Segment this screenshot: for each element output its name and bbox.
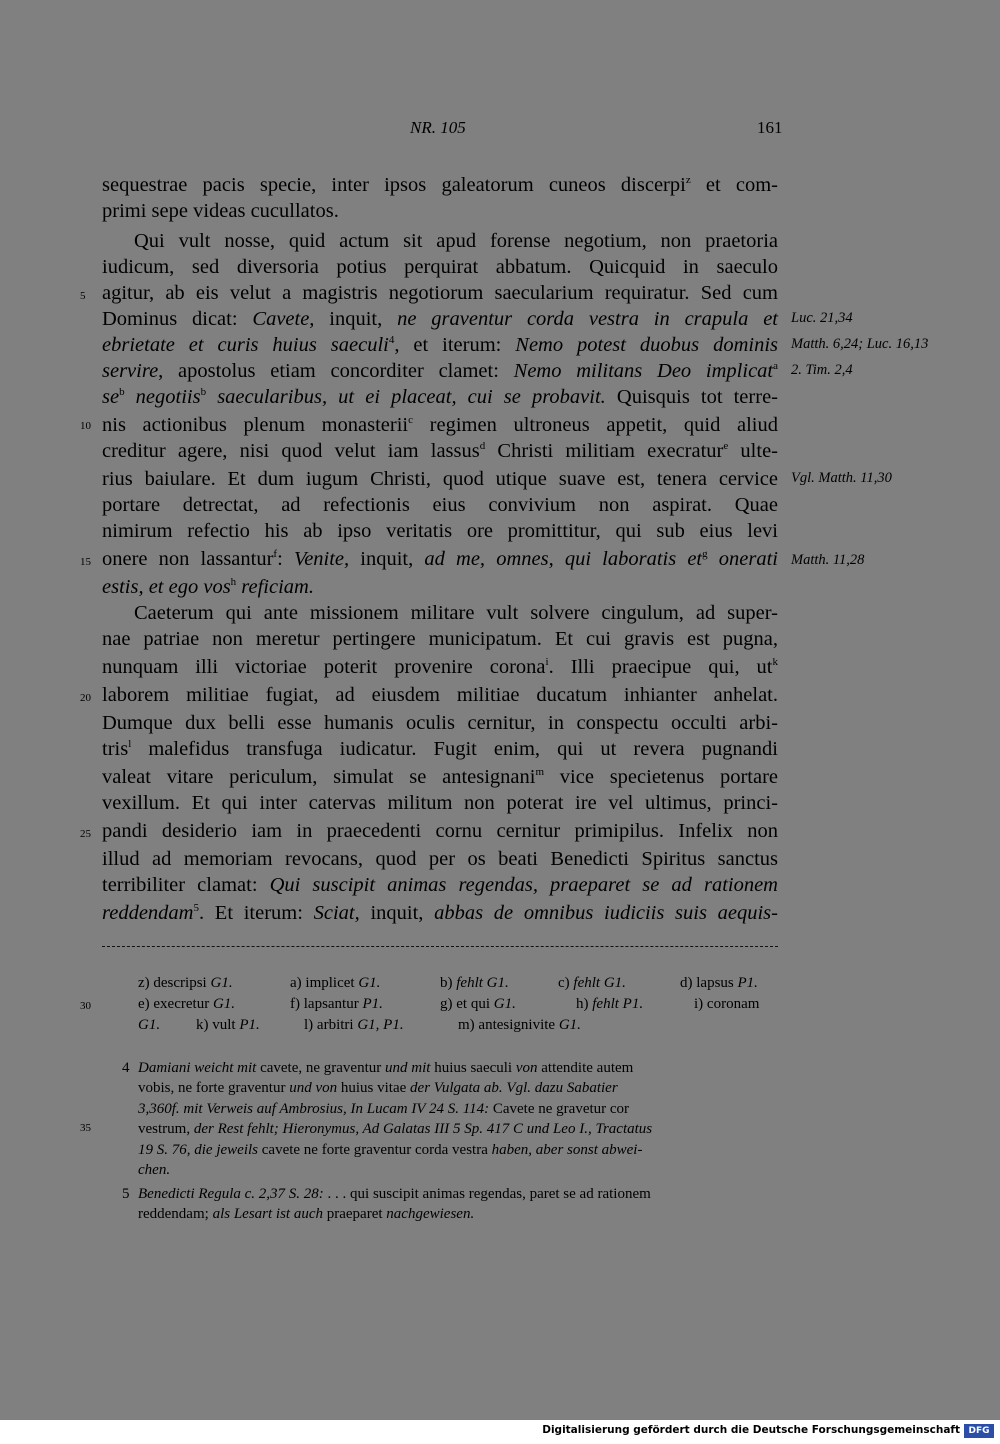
- text-line: portare detrectat, ad refectionis eius convivium non aspirat. Quae: [102, 494, 778, 516]
- apparatus-entry: i) coronam: [694, 996, 760, 1012]
- text-line: nis actionibus plenum monasterii$^c$ regimen ultroneus appetit, quid aliud: [102, 414, 778, 436]
- text-line: $se^b$ negotiis$^b$ saecularibus, ut ei placeat, cui se probavit. Quisquis tot terre-: [102, 386, 778, 408]
- line-number: 5: [80, 290, 86, 302]
- running-title: NR. 105: [410, 118, 466, 137]
- text-line: nimirum refectio his ab ipso veritatis ore promittitur, qui sub eius levi: [102, 520, 778, 542]
- text-line: laborem militiae fugiat, ad eiusdem militiae ducatum inhianter anhelat.: [102, 684, 778, 706]
- text-line: tris$^l$ malefidus transfuga iudicatur. Fugit enim, qui ut revera pugnandi: [102, 738, 778, 760]
- text-line: servire, apostolus etiam concorditer clamet: Nemo militans Deo implicat$^a$: [102, 360, 778, 382]
- apparatus-entry: l) arbitri G1, P1.: [304, 1017, 404, 1033]
- note-line: 19 S. 76, die jeweils cavete ne forte graventur corda vestra haben, aber sonst abwei-: [138, 1142, 643, 1158]
- note-number: 4: [122, 1060, 130, 1076]
- line-number: 35: [80, 1122, 91, 1134]
- text-line: iudicum, sed diversoria potius perquirat abbatum. Quicquid in saeculo: [102, 256, 778, 278]
- text-line: creditur agere, nisi quod velut iam lassus$^d$ Christi militiam execratur$^e$ ulte-: [102, 440, 778, 462]
- footer-bar: [0, 1420, 1000, 1444]
- apparatus-entry: d) lapsus P1.: [680, 975, 758, 991]
- apparatus-entry: k) vult P1.: [196, 1017, 260, 1033]
- text-line: vexillum. Et qui inter catervas militum non poterat ire vel ultimus, princi-: [102, 792, 778, 814]
- apparatus-entry: a) implicet G1.: [290, 975, 381, 991]
- margin-reference: Matth. 11,28: [791, 552, 865, 568]
- text-line: illud ad memoriam revocans, quod per os beati Benedicti Spiritus sanctus: [102, 848, 778, 870]
- text-line: agitur, ab eis velut a magistris negotiorum saecularium requiratur. Sed cum: [102, 282, 778, 304]
- apparatus-entry: g) et qui G1.: [440, 996, 516, 1012]
- line-number: 25: [80, 828, 91, 840]
- note-line: chen.: [138, 1162, 171, 1178]
- note-line: Benedicti Regula c. 2,37 S. 28: . . . qui suscipit animas regendas, paret se ad rationem: [138, 1186, 651, 1202]
- text-line: onere non lassantur$^f$: Venite, inquit, ad me, omnes, qui laboratis $et^g$ onerati: [102, 548, 778, 570]
- note-line: reddendam; als Lesart ist auch praeparet nachgewiesen.: [138, 1206, 475, 1222]
- apparatus-entry: m) antesignivite G1.: [458, 1017, 581, 1033]
- note-line: vestrum, der Rest fehlt; Hieronymus, Ad Galatas III 5 Sp. 417 C und Leo I., Tractatus: [138, 1121, 653, 1137]
- note-number: 5: [122, 1186, 130, 1202]
- text-line: rius baiulare. Et dum iugum Christi, quod utique suave est, tenera cervice: [102, 468, 778, 490]
- text-line: sequestrae pacis specie, inter ipsos galeatorum cuneos discerpi$^z$ et com-: [102, 174, 778, 196]
- text-line: terribiliter clamat: Qui suscipit animas regendas, praeparet se ad rationem: [102, 874, 778, 896]
- text-line: Caeterum qui ante missionem militare vult solvere cingulum, ad super-: [134, 602, 778, 624]
- text-line: primi sepe videas cucullatos.: [102, 200, 339, 222]
- text-line: reddendam$^5$. Et iterum: Sciat, inquit, abbas de omnibus iudiciis suis aequis-: [102, 902, 778, 924]
- apparatus-entry: z) descripsi G1.: [138, 975, 233, 991]
- margin-reference: Vgl. Matth. 11,30: [791, 470, 892, 486]
- text-line: nae patriae non meretur pertingere municipatum. Et cui gravis est pugna,: [102, 628, 778, 650]
- text-line: nunquam illi victoriae poterit provenire corona$^i$. Illi praecipue qui, $ut^k$: [102, 656, 778, 678]
- apparatus-entry: G1.: [138, 1017, 161, 1033]
- note-line: 3,360f. mit Verweis auf Ambrosius, In Lucam IV 24 S. 114: Cavete ne gravetur cor: [138, 1101, 630, 1117]
- text-line: Dominus dicat: Cavete, inquit, ne graventur corda vestra in crapula et: [102, 308, 778, 330]
- margin-reference: Matth. 6,24; Luc. 16,13: [791, 336, 929, 352]
- line-number: 15: [80, 556, 91, 568]
- footer-credit: Digitalisierung gefördert durch die Deutsche Forschungsgemeinschaft: [542, 1424, 960, 1436]
- apparatus-entry: h) fehlt P1.: [576, 996, 644, 1012]
- line-number: 20: [80, 692, 91, 704]
- line-number: 30: [80, 1000, 91, 1012]
- text-line: pandi desiderio iam in praecedenti cornu cernitur primipilus. Infelix non: [102, 820, 778, 842]
- line-number: 10: [80, 420, 91, 432]
- text-line: Dumque dux belli esse humanis oculis cernitur, in conspectu occulti arbi-: [102, 712, 778, 734]
- note-line: vobis, ne forte graventur und von huius vitae der Vulgata ab. Vgl. dazu Sabatier: [138, 1080, 618, 1096]
- apparatus-entry: e) execretur G1.: [138, 996, 236, 1012]
- note-line: Damiani weicht mit cavete, ne graventur und mit huius saeculi von attendite autem: [138, 1060, 634, 1076]
- margin-reference: Luc. 21,34: [791, 310, 853, 326]
- footnote-separator: [102, 946, 778, 947]
- text-line: ebrietate et curis huius saeculi$^4$, et iterum: Nemo potest duobus dominis: [102, 334, 778, 356]
- text-line: estis, et ego vos$^h$ reficiam.: [102, 576, 314, 598]
- text-line: valeat vitare periculum, simulat se antesignani$^m$ vice specietenus portare: [102, 766, 779, 788]
- apparatus-entry: f) lapsantur P1.: [290, 996, 383, 1012]
- apparatus-entry: b) fehlt G1.: [440, 975, 509, 991]
- margin-reference: 2. Tim. 2,4: [791, 362, 853, 378]
- apparatus-entry: c) fehlt G1.: [558, 975, 626, 991]
- dfg-logo: DFG: [964, 1424, 994, 1438]
- page-number: 161: [757, 118, 783, 137]
- text-line: Qui vult nosse, quid actum sit apud forense negotium, non praetoria: [134, 230, 778, 252]
